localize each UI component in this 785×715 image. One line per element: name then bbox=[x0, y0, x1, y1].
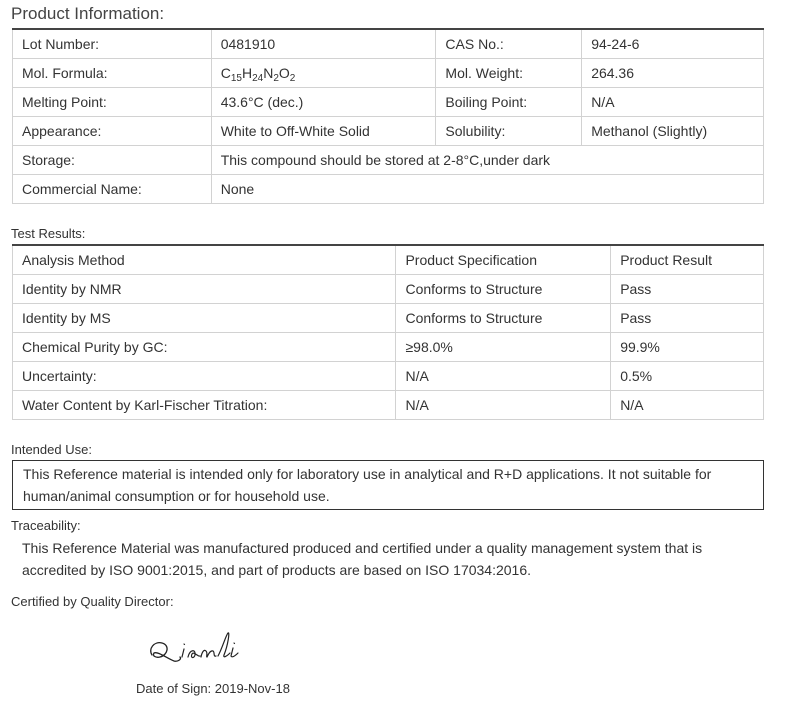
result-cell: 0.5% bbox=[611, 362, 764, 391]
formula-part: O bbox=[278, 65, 290, 81]
result-cell: Pass bbox=[611, 304, 764, 333]
cas-number-value: 94-24-6 bbox=[582, 29, 764, 59]
result-cell: N/A bbox=[611, 391, 764, 420]
date-of-sign bbox=[136, 681, 290, 696]
analysis-method-cell: Chemical Purity by GC: bbox=[13, 333, 396, 362]
solubility-value: Methanol (Slightly) bbox=[582, 117, 764, 146]
storage-value: This compound should be stored at 2-8°C,under dark bbox=[211, 146, 763, 175]
table-row bbox=[13, 275, 764, 304]
date-of-sign-value: 2019-Nov-18 bbox=[214, 681, 290, 696]
specification-cell: Conforms to Structure bbox=[396, 304, 611, 333]
certified-by-title: Certified by Quality Director: bbox=[11, 594, 174, 609]
table-row bbox=[13, 391, 764, 420]
appearance-label: Appearance: bbox=[13, 117, 212, 146]
table-row bbox=[13, 175, 764, 204]
commercial-name-value: None bbox=[211, 175, 763, 204]
intended-use-title: Intended Use: bbox=[11, 442, 92, 457]
result-cell: Pass bbox=[611, 275, 764, 304]
intended-use-text: This Reference material is intended only for laboratory use in analytical and R+D applications. It not suitable for human/animal consumption or for household use. bbox=[12, 460, 764, 510]
appearance-value: White to Off-White Solid bbox=[211, 117, 436, 146]
table-row bbox=[13, 304, 764, 333]
test-results-title: Test Results: bbox=[11, 226, 86, 241]
specification-cell: ≥98.0% bbox=[396, 333, 611, 362]
analysis-method-cell: Water Content by Karl-Fischer Titration: bbox=[13, 391, 396, 420]
lot-number-label: Lot Number: bbox=[13, 29, 212, 59]
traceability-title: Traceability: bbox=[11, 518, 81, 533]
column-header-product-specification: Product Specification bbox=[396, 245, 611, 275]
table-row bbox=[13, 362, 764, 391]
mol-weight-label: Mol. Weight: bbox=[436, 59, 582, 88]
table-row bbox=[13, 117, 764, 146]
specification-cell: N/A bbox=[396, 391, 611, 420]
commercial-name-label: Commercial Name: bbox=[13, 175, 212, 204]
melting-point-value: 43.6°C (dec.) bbox=[211, 88, 436, 117]
formula-part: 24 bbox=[252, 73, 264, 84]
formula-part: 15 bbox=[230, 73, 242, 84]
table-row bbox=[13, 146, 764, 175]
melting-point-label: Melting Point: bbox=[13, 88, 212, 117]
analysis-method-cell: Uncertainty: bbox=[13, 362, 396, 391]
mol-formula-label: Mol. Formula: bbox=[13, 59, 212, 88]
formula-part: N bbox=[263, 65, 274, 81]
analysis-method-cell: Identity by MS bbox=[13, 304, 396, 333]
cas-number-label: CAS No.: bbox=[436, 29, 582, 59]
storage-label: Storage: bbox=[13, 146, 212, 175]
formula-part: 2 bbox=[273, 73, 279, 84]
result-cell: 99.9% bbox=[611, 333, 764, 362]
lot-number-value: 0481910 bbox=[211, 29, 436, 59]
boiling-point-value: N/A bbox=[582, 88, 764, 117]
traceability-text: This Reference Material was manufactured produced and certified under a quality management system that is accredited by ISO 9001:2015, and part of products are based on ISO 17034:2016. bbox=[22, 540, 703, 578]
formula-part: C bbox=[220, 65, 231, 81]
boiling-point-label: Boiling Point: bbox=[436, 88, 582, 117]
mol-formula-value bbox=[211, 59, 436, 88]
table-row bbox=[13, 29, 764, 59]
product-information-table bbox=[12, 28, 764, 204]
table-row bbox=[13, 88, 764, 117]
specification-cell: Conforms to Structure bbox=[396, 275, 611, 304]
mol-weight-value: 264.36 bbox=[582, 59, 764, 88]
table-row bbox=[13, 59, 764, 88]
product-information-title: Product Information: bbox=[11, 4, 165, 23]
column-header-analysis-method: Analysis Method bbox=[13, 245, 396, 275]
formula-part: 2 bbox=[289, 73, 296, 84]
table-header-row bbox=[13, 245, 764, 275]
test-results-table bbox=[12, 244, 764, 420]
specification-cell: N/A bbox=[396, 362, 611, 391]
analysis-method-cell: Identity by NMR bbox=[13, 275, 396, 304]
solubility-label: Solubility: bbox=[436, 117, 582, 146]
column-header-product-result: Product Result bbox=[611, 245, 764, 275]
formula-part: H bbox=[241, 65, 253, 81]
signature-image bbox=[146, 627, 246, 667]
table-row bbox=[13, 333, 764, 362]
date-of-sign-label: Date of Sign: bbox=[136, 681, 212, 696]
